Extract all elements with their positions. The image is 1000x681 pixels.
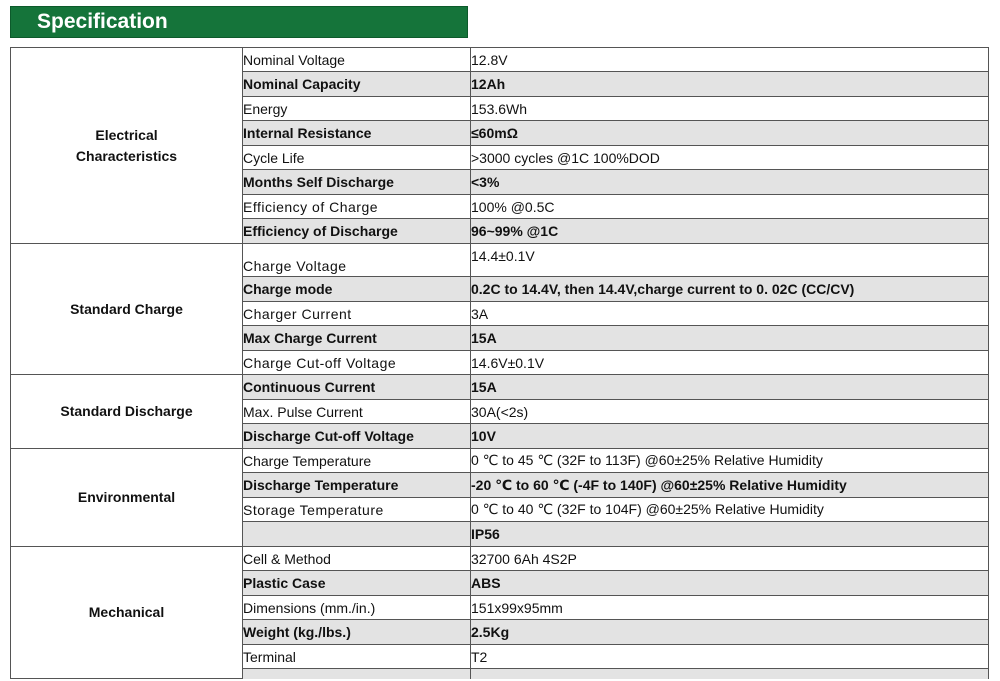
param-cycle-life: Cycle Life [243, 146, 471, 170]
value-charge-mode: 0.2C to 14.4V, then 14.4V,charge current to 0. 02C (CC/CV) [471, 277, 989, 302]
param-self-discharge: Months Self Discharge [243, 170, 471, 195]
value-dimensions: 151x99x95mm [471, 596, 989, 620]
param-max-charge-current: Max Charge Current [243, 326, 471, 351]
value-charger-current: 3A [471, 302, 989, 326]
value-charge-temperature: 0 ℃ to 45 ℃ (32F to 113F) @60±25% Relative Humidity [471, 449, 989, 473]
value-charge-cutoff-voltage: 14.6V±0.1V [471, 351, 989, 375]
category-label: Characteristics [75, 147, 178, 164]
value-continuous-current: 15A [471, 375, 989, 400]
param-charger-current: Charger Current [243, 302, 471, 326]
category-mechanical: Mechanical [11, 547, 243, 679]
table-row [11, 547, 989, 571]
value-energy: 153.6Wh [471, 97, 989, 121]
param-charge-mode: Charge mode [243, 277, 471, 302]
param-charge-temperature: Charge Temperature [243, 449, 471, 473]
param-ingress-protection [243, 522, 471, 547]
category-standard-charge: Standard Charge [11, 244, 243, 375]
param-nominal-capacity: Nominal Capacity [243, 72, 471, 97]
value-charge-voltage: 14.4±0.1V [471, 244, 989, 277]
value-cycle-life: >3000 cycles @1C 100%DOD [471, 146, 989, 170]
table-row [11, 48, 989, 72]
category-standard-discharge: Standard Discharge [11, 375, 243, 449]
value-discharge-cutoff-voltage: 10V [471, 424, 989, 449]
value-nominal-capacity: 12Ah [471, 72, 989, 97]
param-cell-method: Cell & Method [243, 547, 471, 571]
param-max-pulse-current: Max. Pulse Current [243, 400, 471, 424]
value-cell-method: 32700 6Ah 4S2P [471, 547, 989, 571]
param-charge-cutoff-voltage: Charge Cut-off Voltage [243, 351, 471, 375]
category-environmental: Environmental [11, 449, 243, 547]
value-max-pulse-current: 30A(<2s) [471, 400, 989, 424]
value-terminal: T2 [471, 645, 989, 669]
table-row [11, 375, 989, 400]
table-row [11, 244, 989, 277]
value-nominal-voltage: 12.8V [471, 48, 989, 72]
value-max-charge-current: 15A [471, 326, 989, 351]
param-storage-temperature: Storage Temperature [243, 498, 471, 522]
category-label: Electrical [95, 126, 158, 143]
value-ingress-protection: IP56 [471, 522, 989, 547]
category-electrical [11, 48, 243, 244]
value-empty [471, 669, 989, 679]
param-dimensions: Dimensions (mm./in.) [243, 596, 471, 620]
param-plastic-case: Plastic Case [243, 571, 471, 596]
param-continuous-current: Continuous Current [243, 375, 471, 400]
value-efficiency-discharge: 96~99% @1C [471, 219, 989, 244]
specification-table [10, 47, 989, 679]
param-energy: Energy [243, 97, 471, 121]
value-self-discharge: <3% [471, 170, 989, 195]
param-efficiency-discharge: Efficiency of Discharge [243, 219, 471, 244]
value-weight: 2.5Kg [471, 620, 989, 645]
param-discharge-temperature: Discharge Temperature [243, 473, 471, 498]
value-storage-temperature: 0 ℃ to 40 ℃ (32F to 104F) @60±25% Relative Humidity [471, 498, 989, 522]
value-efficiency-charge: 100% @0.5C [471, 195, 989, 219]
value-discharge-temperature: -20 ℃ to 60 ℃ (-4F to 140F) @60±25% Relative Humidity [471, 473, 989, 498]
param-charge-voltage: Charge Voltage [243, 244, 471, 277]
param-efficiency-charge: Efficiency of Charge [243, 195, 471, 219]
value-plastic-case: ABS [471, 571, 989, 596]
specification-header: Specification [10, 6, 468, 38]
param-nominal-voltage: Nominal Voltage [243, 48, 471, 72]
param-internal-resistance: Internal Resistance [243, 121, 471, 146]
value-internal-resistance: ≤60mΩ [471, 121, 989, 146]
param-empty [243, 669, 471, 679]
table-row [11, 449, 989, 473]
param-terminal: Terminal [243, 645, 471, 669]
param-weight: Weight (kg./lbs.) [243, 620, 471, 645]
param-discharge-cutoff-voltage: Discharge Cut-off Voltage [243, 424, 471, 449]
